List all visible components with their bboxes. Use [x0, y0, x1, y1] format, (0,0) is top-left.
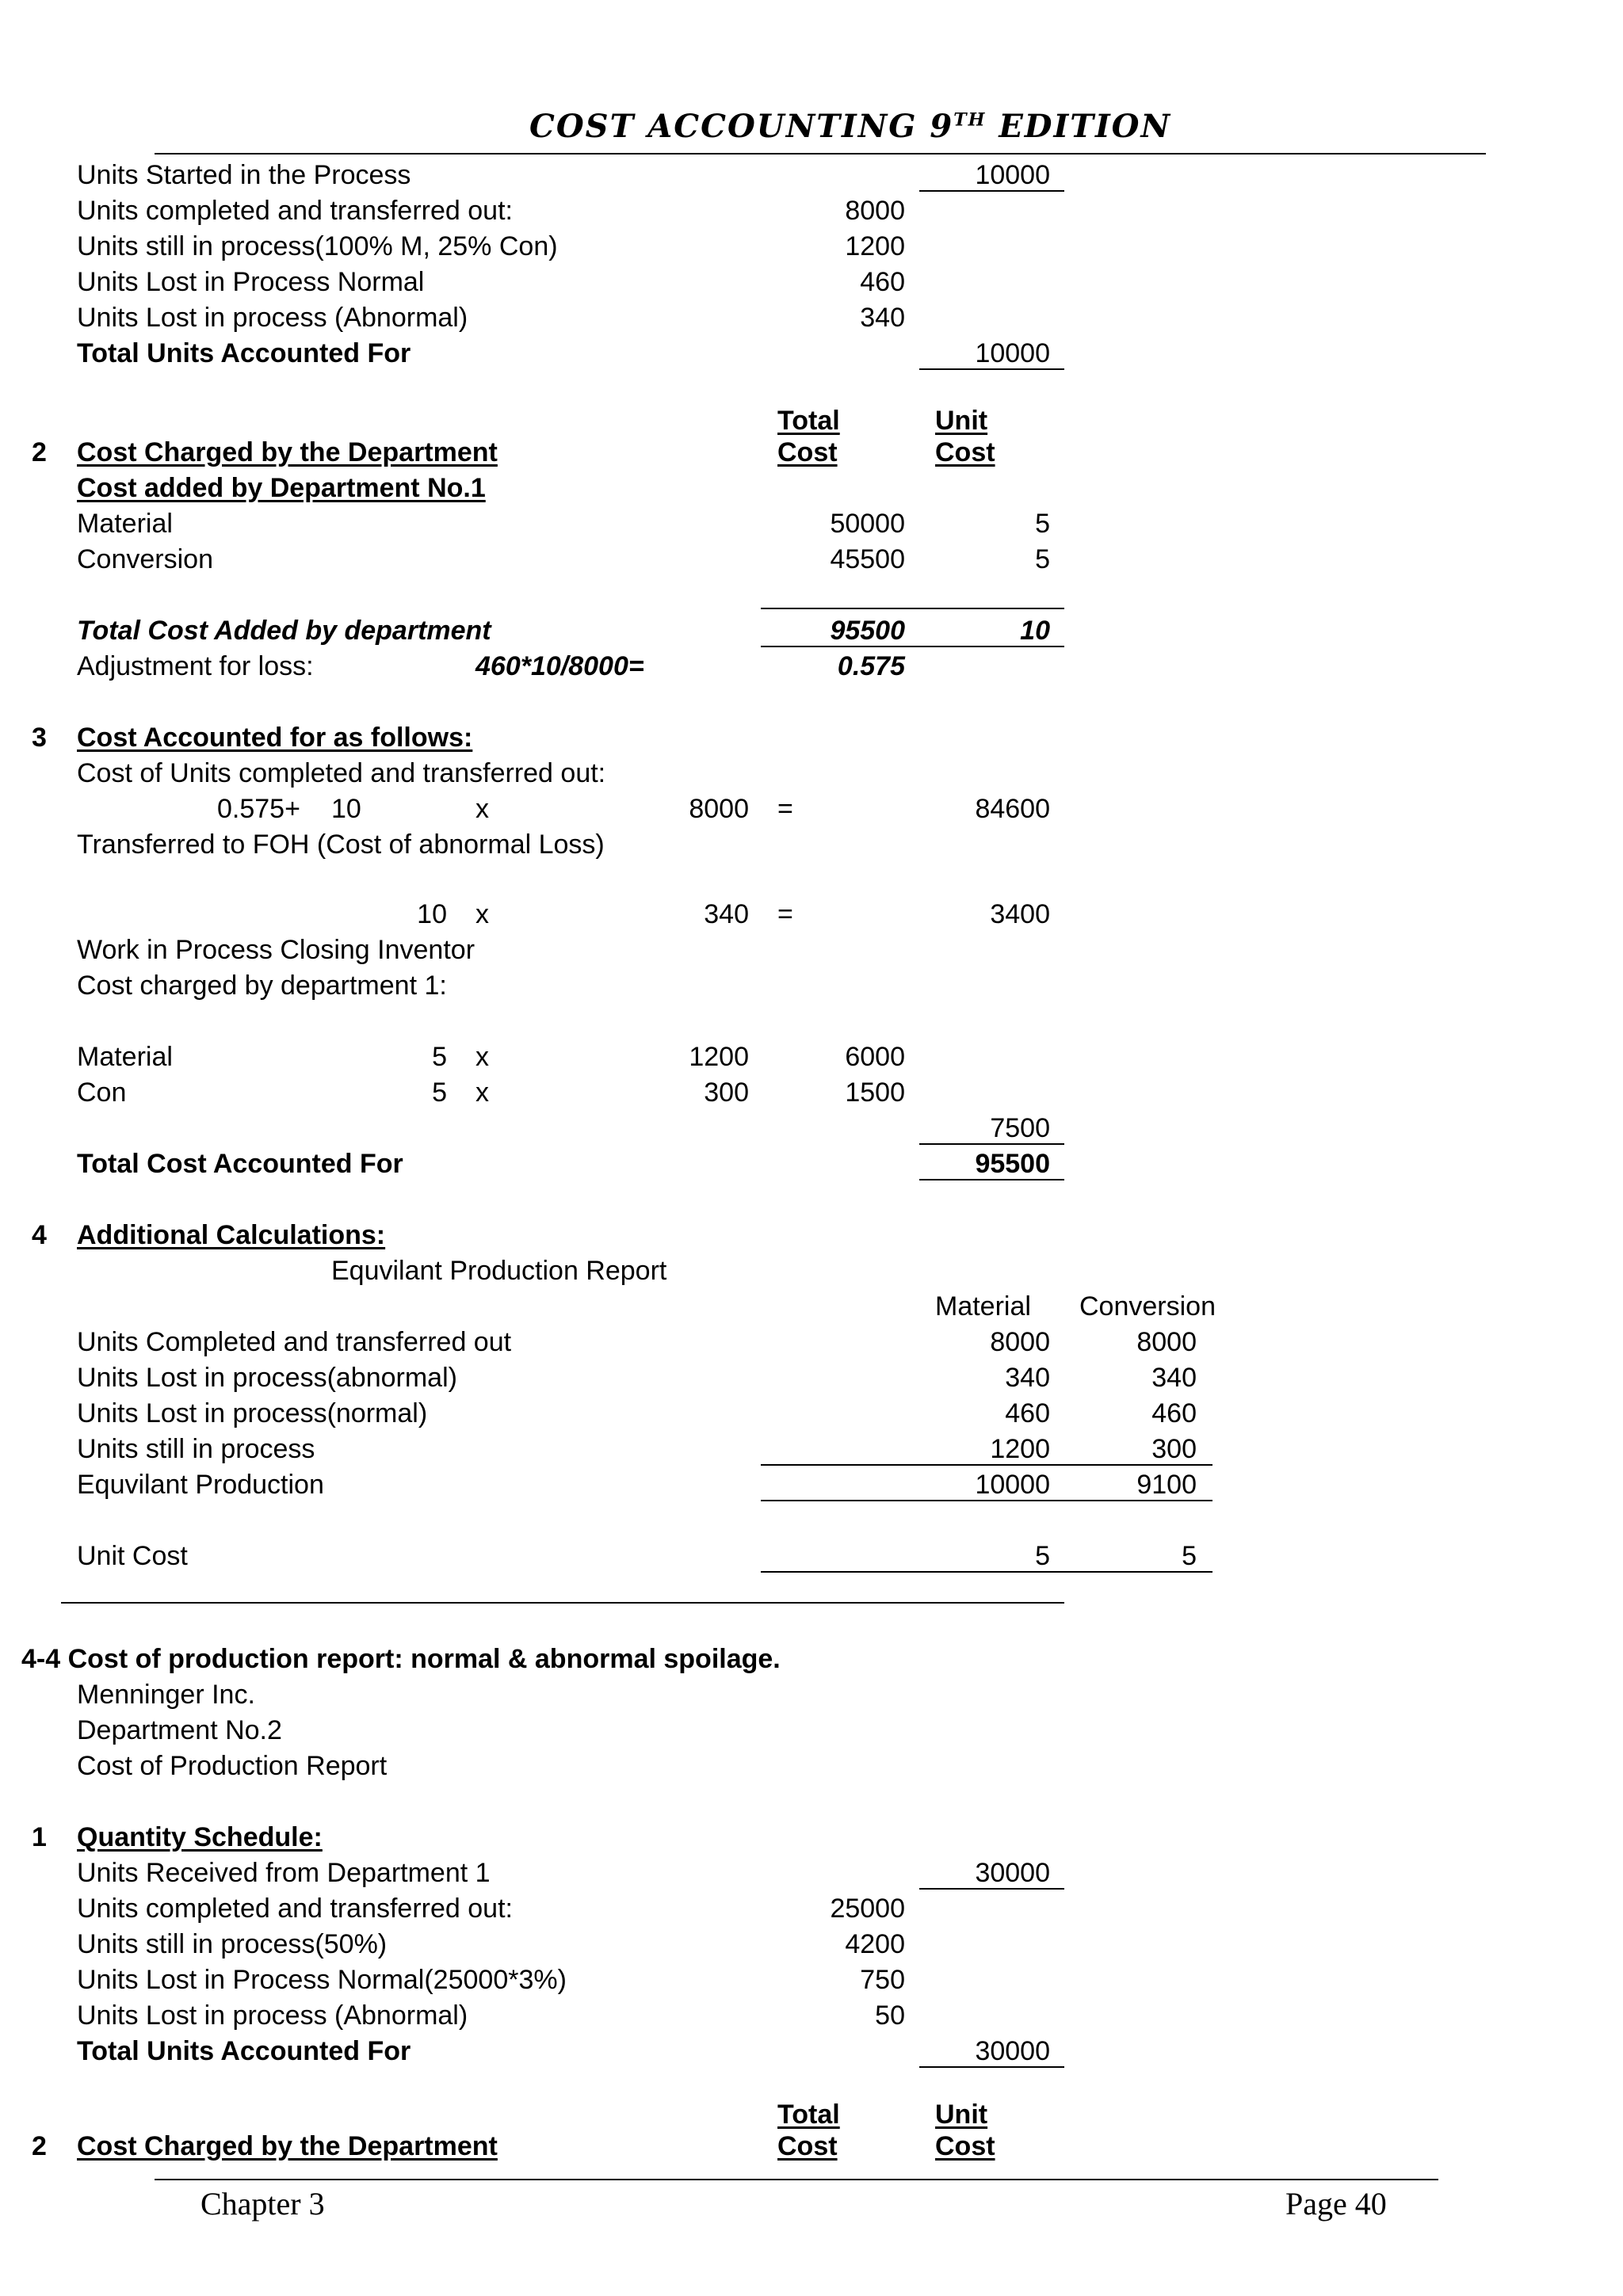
- add1-row-conversion: 460: [1151, 1398, 1197, 1428]
- acct1-wip-material-x: x: [475, 1042, 489, 1072]
- qty1-label: Units Lost in process (Abnormal): [77, 303, 468, 333]
- qty1-label: Units Started in the Process: [77, 160, 411, 190]
- footer-page: Page 40: [1285, 2186, 1387, 2222]
- problem2-heading: 4-4 Cost of production report: normal & abnormal spoilage.: [21, 1644, 781, 1674]
- qty2-c3: 30000: [975, 1858, 1050, 1888]
- acct1-foh-units: 340: [704, 899, 749, 929]
- page-header-title: COST ACCOUNTING 9TH EDITION: [529, 108, 1172, 145]
- cost2-col-total: Total: [777, 2100, 840, 2130]
- add1-col-conversion: Conversion: [1079, 1291, 1216, 1322]
- acct1-foh-eq: =: [777, 899, 793, 929]
- cost2-title: Cost Charged by the Department: [77, 2131, 498, 2161]
- acct1-completed-x: x: [475, 794, 489, 824]
- cost1-total-bottom-rule: [761, 646, 1064, 647]
- add1-unitcost-material: 5: [1035, 1541, 1050, 1571]
- cost1-num: 2: [32, 437, 47, 467]
- qty2-label: Units Lost in Process Normal(25000*3%): [77, 1965, 567, 1995]
- cost2-col-unit-2: Cost: [935, 2131, 995, 2161]
- acct1-completed-b: 10: [331, 794, 361, 824]
- acct1-foh-result: 3400: [990, 899, 1050, 929]
- cost1-conversion-total: 45500: [830, 544, 905, 574]
- qty2-num: 1: [32, 1822, 47, 1852]
- add1-title: Additional Calculations:: [77, 1220, 386, 1250]
- qty1-rule: [919, 190, 1064, 192]
- acct1-wip-material-units: 1200: [689, 1042, 749, 1072]
- qty1-c3: 10000: [975, 160, 1050, 190]
- acct1-total-rule: [919, 1179, 1064, 1180]
- add1-row-label: Units Completed and transferred out: [77, 1327, 512, 1357]
- acct1-wip-con-units: 300: [704, 1077, 749, 1108]
- qty2-label: Units still in process(50%): [77, 1929, 388, 1959]
- add1-row-conversion: 300: [1151, 1434, 1197, 1464]
- cost1-title: Cost Charged by the Department: [77, 437, 498, 467]
- qty2-label: Units completed and transferred out:: [77, 1894, 513, 1924]
- cost1-col-total-2: Cost: [777, 437, 838, 467]
- section-divider: [61, 1602, 1064, 1604]
- add1-eq-bottom-rule: [761, 1500, 1212, 1501]
- add1-row-conversion: 8000: [1136, 1327, 1197, 1357]
- acct1-wip-con-amount: 1500: [845, 1077, 905, 1108]
- qty1-total-label: Total Units Accounted For: [77, 338, 411, 368]
- acct1-completed-label: Cost of Units completed and transferred out:: [77, 758, 606, 788]
- cost1-total-unit: 10: [1020, 616, 1050, 646]
- add1-eq-label: Equvilant Production: [77, 1470, 324, 1500]
- qty1-c2: 1200: [845, 231, 905, 261]
- acct1-wip-material-rate: 5: [432, 1042, 447, 1072]
- acct1-foh-a: 10: [417, 899, 447, 929]
- acct1-completed-result: 84600: [975, 794, 1050, 824]
- cost1-adjustment-formula: 460*10/8000=: [475, 651, 644, 681]
- cost1-conversion-label: Conversion: [77, 544, 213, 574]
- cost1-adjustment-label: Adjustment for loss:: [77, 651, 314, 681]
- problem2-dept: Department No.2: [77, 1715, 282, 1745]
- qty2-c2: 50: [875, 2000, 905, 2031]
- qty1-label: Units completed and transferred out:: [77, 196, 513, 226]
- add1-row-material: 340: [1005, 1363, 1050, 1393]
- qty1-label: Units still in process(100% M, 25% Con): [77, 231, 558, 261]
- footer-rule: [155, 2179, 1438, 2180]
- acct1-title: Cost Accounted for as follows:: [77, 723, 473, 753]
- cost1-material-unit: 5: [1035, 509, 1050, 539]
- cost1-col-unit: Unit: [935, 406, 988, 436]
- add1-row-material: 8000: [990, 1327, 1050, 1357]
- cost1-material-label: Material: [77, 509, 173, 539]
- acct1-wip-con-label: Con: [77, 1077, 127, 1108]
- qty1-c2: 340: [860, 303, 905, 333]
- cost2-num: 2: [32, 2131, 47, 2161]
- acct1-num: 3: [32, 723, 47, 753]
- problem2-report: Cost of Production Report: [77, 1751, 388, 1781]
- add1-unitcost-conversion: 5: [1182, 1541, 1197, 1571]
- cost2-col-unit: Unit: [935, 2100, 988, 2130]
- qty1-total-rule: [919, 368, 1064, 370]
- qty2-title: Quantity Schedule:: [77, 1822, 323, 1852]
- acct1-wip-total-rule: [919, 1143, 1064, 1145]
- qty2-c2: 750: [860, 1965, 905, 1995]
- acct1-total-value: 95500: [975, 1149, 1050, 1179]
- add1-row-label: Units Lost in process(abnormal): [77, 1363, 457, 1393]
- cost1-material-total: 50000: [830, 509, 905, 539]
- qty2-total-rule: [919, 2066, 1064, 2068]
- cost1-conversion-unit: 5: [1035, 544, 1050, 574]
- cost1-total-top-rule: [761, 608, 1064, 609]
- cost1-adjustment-value: 0.575: [837, 651, 905, 681]
- add1-eq-conversion: 9100: [1136, 1470, 1197, 1500]
- acct1-wip-material-amount: 6000: [845, 1042, 905, 1072]
- add1-row-material: 460: [1005, 1398, 1050, 1428]
- acct1-completed-a: 0.575+: [217, 794, 300, 824]
- qty2-rule: [919, 1888, 1064, 1890]
- acct1-total-label: Total Cost Accounted For: [77, 1149, 403, 1179]
- acct1-completed-eq: =: [777, 794, 793, 824]
- cost1-subtitle: Cost added by Department No.1: [77, 473, 486, 503]
- qty1-total-value: 10000: [975, 338, 1050, 368]
- qty2-total-value: 30000: [975, 2036, 1050, 2066]
- problem2-company: Menninger Inc.: [77, 1680, 255, 1710]
- acct1-wip-con-rate: 5: [432, 1077, 447, 1108]
- add1-unitcost-rule: [761, 1571, 1212, 1573]
- acct1-completed-units: 8000: [689, 794, 749, 824]
- acct1-wip-material-label: Material: [77, 1042, 173, 1072]
- add1-num: 4: [32, 1220, 47, 1250]
- acct1-wip-label: Work in Process Closing Inventor: [77, 935, 475, 965]
- cost1-col-unit-2: Cost: [935, 437, 995, 467]
- add1-eq-material: 10000: [975, 1470, 1050, 1500]
- cost1-total-label: Total Cost Added by department: [77, 616, 491, 646]
- qty2-total-label: Total Units Accounted For: [77, 2036, 411, 2066]
- cost2-col-total-2: Cost: [777, 2131, 838, 2161]
- add1-col-material: Material: [935, 1291, 1031, 1322]
- add1-eq-top-rule: [761, 1464, 1212, 1466]
- cost1-total-value: 95500: [830, 616, 905, 646]
- acct1-wip-total: 7500: [990, 1113, 1050, 1143]
- acct1-wip-sub: Cost charged by department 1:: [77, 971, 447, 1001]
- acct1-foh-x: x: [475, 899, 489, 929]
- add1-unitcost-label: Unit Cost: [77, 1541, 188, 1571]
- add1-row-label: Units still in process: [77, 1434, 315, 1464]
- qty2-label: Units Lost in process (Abnormal): [77, 2000, 468, 2031]
- add1-row-material: 1200: [990, 1434, 1050, 1464]
- qty2-c2: 25000: [830, 1894, 905, 1924]
- add1-subtitle: Equvilant Production Report: [331, 1256, 667, 1286]
- footer-chapter: Chapter 3: [200, 2186, 325, 2222]
- qty1-label: Units Lost in Process Normal: [77, 267, 425, 297]
- cost1-col-total: Total: [777, 406, 840, 436]
- acct1-foh-label: Transferred to FOH (Cost of abnormal Loss): [77, 830, 605, 860]
- qty1-c2: 8000: [845, 196, 905, 226]
- header-rule: [155, 153, 1486, 154]
- add1-row-label: Units Lost in process(normal): [77, 1398, 428, 1428]
- qty2-label: Units Received from Department 1: [77, 1858, 491, 1888]
- qty1-c2: 460: [860, 267, 905, 297]
- qty2-c2: 4200: [845, 1929, 905, 1959]
- add1-row-conversion: 340: [1151, 1363, 1197, 1393]
- acct1-wip-con-x: x: [475, 1077, 489, 1108]
